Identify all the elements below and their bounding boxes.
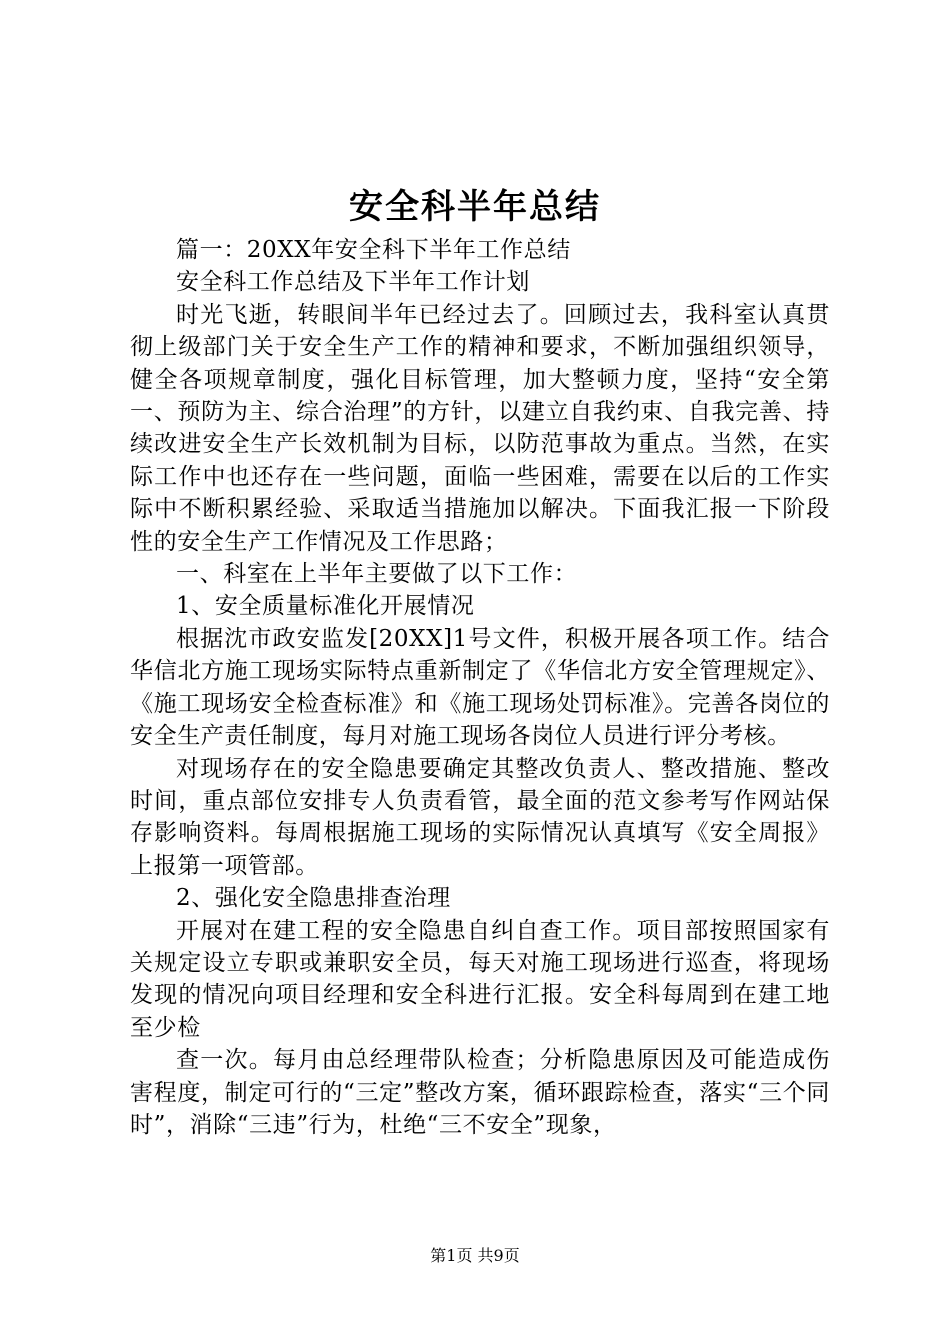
paragraph-heading-work: 一、科室在上半年主要做了以下工作： bbox=[176, 561, 578, 588]
paragraph-subtitle: 安全科工作总结及下半年工作计划 bbox=[176, 269, 530, 296]
paragraph-section-heading: 篇一：20XX年安全科下半年工作总结 bbox=[176, 237, 571, 263]
paragraph-monthly-inspection: 查一次。每月由总经理带队检查；分析隐患原因及可能造成伤害程度，制定可行的“三定”整改方案，循环跟踪检查，落实“三个同时”，消除“三违”行为，杜绝“三不安全”现象， bbox=[130, 1047, 830, 1138]
document-body bbox=[130, 234, 830, 1141]
page-number-footer: 第1页 共9页 bbox=[430, 1246, 520, 1265]
paragraph-heading-hazard-inspection: 2、强化安全隐患排查治理 bbox=[176, 885, 451, 912]
paragraph-hazard-inspection: 开展对在建工程的安全隐患自纠自查工作。项目部按照国家有关规定设立专职或兼职安全员，每天对施工现场进行巡查，将现场发现的情况向项目经理和安全科进行汇报。安全科每周到在建工地至少检 bbox=[130, 917, 830, 1041]
paragraph-standardization: 根据沈市政安监发[20XX]1号文件，积极开展各项工作。结合华信北方施工现场实际特点重新制定了《华信北方安全管理规定》、《施工现场安全检查标准》和《施工现场处罚标准》。完善各岗位的安全生产责任制度，每月对施工现场各岗位人员进行评分考核。 bbox=[130, 625, 830, 750]
paragraph-hazard-rectification: 对现场存在的安全隐患要确定其整改负责人、整改措施、整改时间，重点部位安排专人负责看管，最全面的范文参考写作网站保存影响资料。每周根据施工现场的实际情况认真填写《安全周报》上报第一项管部。 bbox=[130, 755, 830, 879]
paragraph-intro: 时光飞逝，转眼间半年已经过去了。回顾过去，我科室认真贯彻上级部门关于安全生产工作的精神和要求，不断加强组织领导，健全各项规章制度，强化目标管理，加大整顿力度，坚持“安全第一、预防为主、综合治理”的方针，以建立自我约束、自我完善、持续改进安全生产长效机制为目标，以防范事故为重点。当然，在实际工作中也还存在一些问题，面临一些困难，需要在以后的工作实际中不断积累经验、采取适当措施加以解决。下面我汇报一下阶段性的安全生产工作情况及工作思路； bbox=[130, 301, 830, 555]
document-title: 安全科半年总结 bbox=[349, 187, 601, 227]
paragraph-heading-standardization: 1、安全质量标准化开展情况 bbox=[176, 593, 475, 620]
